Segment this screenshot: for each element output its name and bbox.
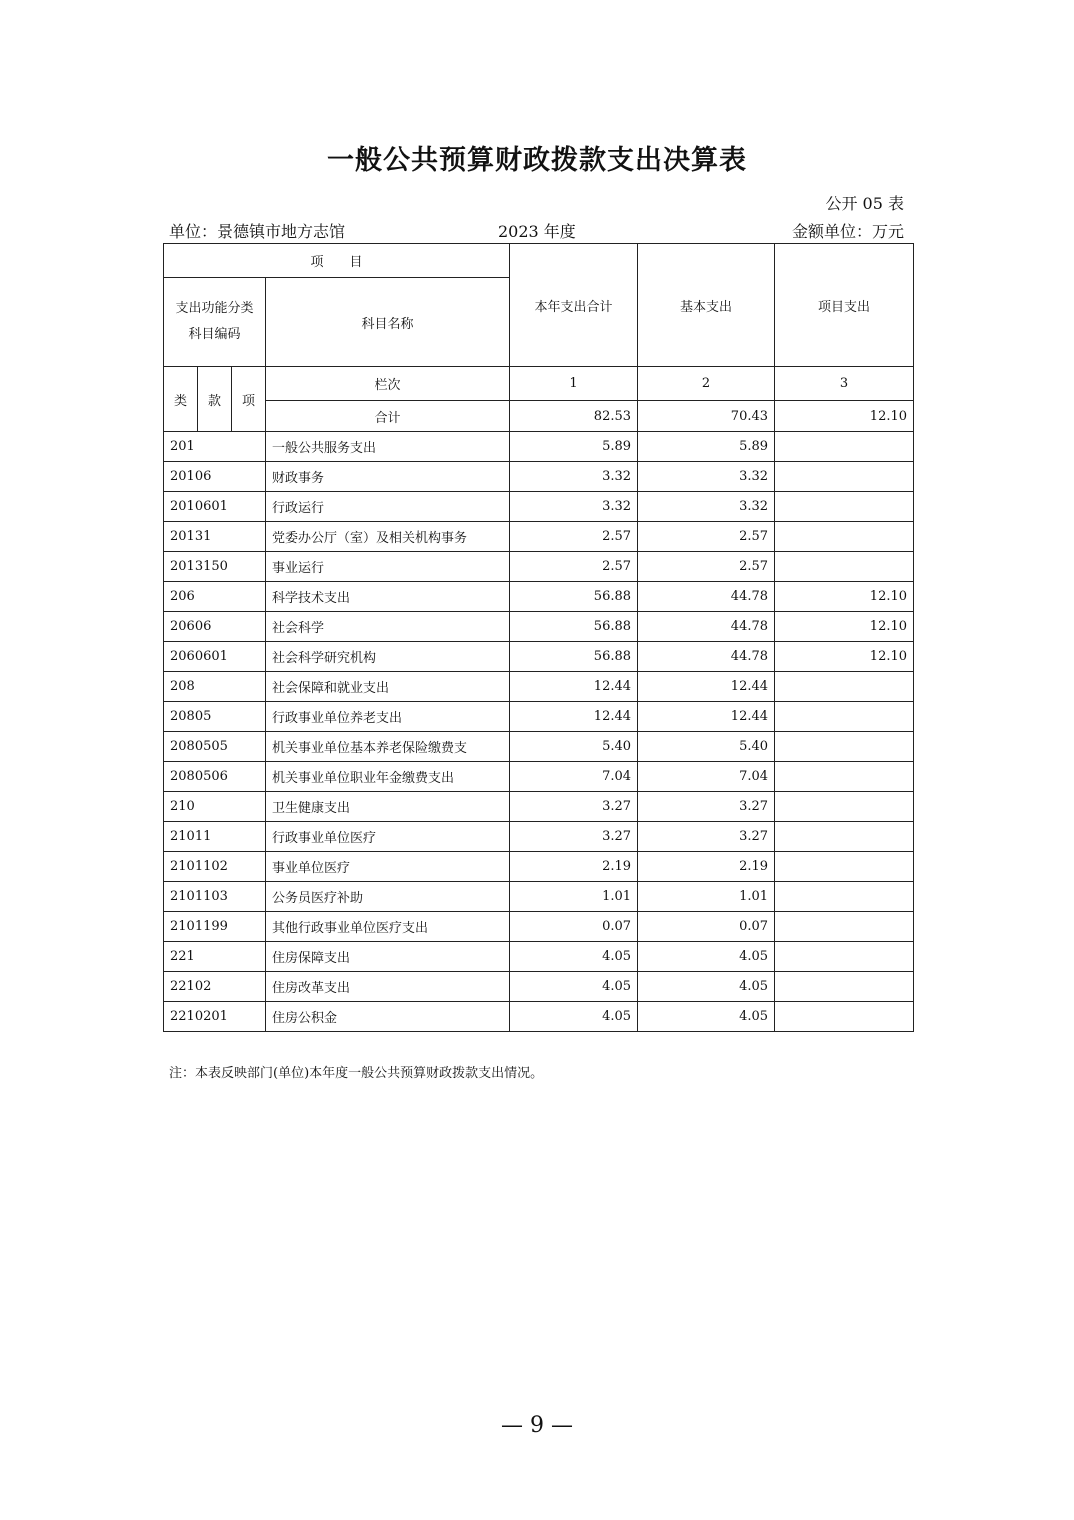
- row-code: 2080505: [164, 732, 266, 762]
- row-basic: 3.32: [638, 492, 775, 522]
- row-basic: 1.01: [638, 882, 775, 912]
- document-title: 一般公共预算财政拨款支出决算表: [327, 145, 747, 176]
- row-total: 4.05: [510, 1002, 638, 1032]
- row-basic: 12.44: [638, 702, 775, 732]
- row-total: 56.88: [510, 612, 638, 642]
- row-subject-name: 社会保障和就业支出: [266, 672, 510, 702]
- row-total: 3.32: [510, 492, 638, 522]
- row-total: 7.04: [510, 762, 638, 792]
- row-basic: 2.19: [638, 852, 775, 882]
- row-subject-name: 公务员医疗补助: [266, 882, 510, 912]
- row-subject-name: 住房改革支出: [266, 972, 510, 1002]
- row-total: 1.01: [510, 882, 638, 912]
- row-code: 206: [164, 582, 266, 612]
- row-code: 21011: [164, 822, 266, 852]
- row-code: 2013150: [164, 552, 266, 582]
- row-project: [775, 432, 914, 462]
- row-code: 208: [164, 672, 266, 702]
- row-total: 2.57: [510, 552, 638, 582]
- page-number: — 9 —: [501, 1413, 573, 1438]
- row-basic: 44.78: [638, 582, 775, 612]
- header-xiang: 项: [232, 367, 266, 432]
- row-code: 2210201: [164, 1002, 266, 1032]
- sum-basic: 70.43: [638, 401, 775, 432]
- row-code: 20606: [164, 612, 266, 642]
- table-row: [164, 1002, 914, 1032]
- row-project: [775, 462, 914, 492]
- row-project: [775, 972, 914, 1002]
- row-project: [775, 732, 914, 762]
- row-subject-name: 科学技术支出: [266, 582, 510, 612]
- row-total: 2.19: [510, 852, 638, 882]
- row-subject-name: 其他行政事业单位医疗支出: [266, 912, 510, 942]
- unit-label: 单位：景德镇市地方志馆: [169, 222, 346, 241]
- sum-label: 合计: [266, 401, 510, 432]
- row-code: 2060601: [164, 642, 266, 672]
- table-row: [164, 612, 914, 642]
- row-project: 12.10: [775, 642, 914, 672]
- row-basic: 12.44: [638, 672, 775, 702]
- row-subject-name: 机关事业单位基本养老保险缴费支: [266, 732, 510, 762]
- row-code: 2101102: [164, 852, 266, 882]
- header-lanci: 栏次: [266, 367, 510, 401]
- row-subject-name: 住房保障支出: [266, 942, 510, 972]
- row-total: 12.44: [510, 702, 638, 732]
- header-total-column: 本年支出合计: [510, 244, 638, 367]
- table-row: [164, 822, 914, 852]
- row-code: 20805: [164, 702, 266, 732]
- row-project: [775, 942, 914, 972]
- header-col3: 3: [775, 367, 914, 401]
- row-project: [775, 522, 914, 552]
- row-subject-name: 社会科学: [266, 612, 510, 642]
- row-project: [775, 852, 914, 882]
- row-subject-name: 事业单位医疗: [266, 852, 510, 882]
- table-row: [164, 732, 914, 762]
- row-total: 5.40: [510, 732, 638, 762]
- row-code: 221: [164, 942, 266, 972]
- row-subject-name: 财政事务: [266, 462, 510, 492]
- row-basic: 3.32: [638, 462, 775, 492]
- row-basic: 44.78: [638, 642, 775, 672]
- table-row: [164, 912, 914, 942]
- table-row: [164, 672, 914, 702]
- row-total: 3.27: [510, 822, 638, 852]
- table-row: [164, 792, 914, 822]
- form-number: 公开 05 表: [825, 194, 904, 213]
- sum-total: 82.53: [510, 401, 638, 432]
- table-row: [164, 702, 914, 732]
- fiscal-year: 2023 年度: [498, 222, 576, 241]
- table-row: [164, 432, 914, 462]
- row-total: 56.88: [510, 582, 638, 612]
- table-row: [164, 852, 914, 882]
- table-row: [164, 522, 914, 552]
- row-subject-name: 行政运行: [266, 492, 510, 522]
- header-item: 项 目: [164, 244, 510, 278]
- expenditure-table: [163, 243, 914, 1032]
- table-row: [164, 642, 914, 672]
- money-unit-label: 金额单位：万元: [791, 222, 904, 241]
- row-subject-name: 党委办公厅（室）及相关机构事务: [266, 522, 510, 552]
- row-subject-name: 一般公共服务支出: [266, 432, 510, 462]
- table-row: [164, 942, 914, 972]
- row-project: [775, 1002, 914, 1032]
- row-subject-name: 卫生健康支出: [266, 792, 510, 822]
- row-project: [775, 822, 914, 852]
- row-basic: 7.04: [638, 762, 775, 792]
- row-basic: 3.27: [638, 822, 775, 852]
- header-col1: 1: [510, 367, 638, 401]
- row-subject-name: 机关事业单位职业年金缴费支出: [266, 762, 510, 792]
- row-subject-name: 行政事业单位医疗: [266, 822, 510, 852]
- row-subject-name: 事业运行: [266, 552, 510, 582]
- header-code: [164, 278, 266, 367]
- header-basic-column: 基本支出: [638, 244, 775, 367]
- row-project: [775, 882, 914, 912]
- header-code-line2: 科目编码: [188, 327, 241, 342]
- header-kuan: 款: [198, 367, 232, 432]
- row-basic: 2.57: [638, 552, 775, 582]
- row-total: 2.57: [510, 522, 638, 552]
- row-total: 56.88: [510, 642, 638, 672]
- row-basic: 2.57: [638, 522, 775, 552]
- row-code: 20106: [164, 462, 266, 492]
- row-code: 2010601: [164, 492, 266, 522]
- row-code: 210: [164, 792, 266, 822]
- row-code: 2101199: [164, 912, 266, 942]
- row-basic: 4.05: [638, 942, 775, 972]
- row-basic: 0.07: [638, 912, 775, 942]
- row-subject-name: 行政事业单位养老支出: [266, 702, 510, 732]
- row-basic: 4.05: [638, 972, 775, 1002]
- row-code: 2101103: [164, 882, 266, 912]
- row-subject-name: 社会科学研究机构: [266, 642, 510, 672]
- sum-project: 12.10: [775, 401, 914, 432]
- row-code: 201: [164, 432, 266, 462]
- header-project-column: 项目支出: [775, 244, 914, 367]
- table-row: [164, 462, 914, 492]
- row-project: 12.10: [775, 582, 914, 612]
- row-basic: 3.27: [638, 792, 775, 822]
- table-row: [164, 492, 914, 522]
- row-total: 12.44: [510, 672, 638, 702]
- row-total: 4.05: [510, 942, 638, 972]
- row-project: [775, 762, 914, 792]
- row-project: [775, 702, 914, 732]
- table-row: [164, 762, 914, 792]
- row-total: 5.89: [510, 432, 638, 462]
- header-code-line1: 支出功能分类: [175, 301, 254, 316]
- row-project: [775, 492, 914, 522]
- row-total: 0.07: [510, 912, 638, 942]
- header-col2: 2: [638, 367, 775, 401]
- row-project: [775, 792, 914, 822]
- row-total: 3.27: [510, 792, 638, 822]
- header-subject-name: 科目名称: [266, 278, 510, 367]
- row-basic: 44.78: [638, 612, 775, 642]
- row-project: [775, 672, 914, 702]
- row-total: 3.32: [510, 462, 638, 492]
- table-row: [164, 972, 914, 1002]
- row-project: [775, 552, 914, 582]
- row-total: 4.05: [510, 972, 638, 1002]
- table-row: [164, 552, 914, 582]
- row-basic: 5.89: [638, 432, 775, 462]
- row-project: 12.10: [775, 612, 914, 642]
- row-code: 20131: [164, 522, 266, 552]
- header-lei: 类: [164, 367, 198, 432]
- row-code: 22102: [164, 972, 266, 1002]
- row-project: [775, 912, 914, 942]
- table-row: [164, 882, 914, 912]
- row-basic: 5.40: [638, 732, 775, 762]
- row-subject-name: 住房公积金: [266, 1002, 510, 1032]
- row-basic: 4.05: [638, 1002, 775, 1032]
- row-code: 2080506: [164, 762, 266, 792]
- table-row: [164, 582, 914, 612]
- table-note: 注：本表反映部门(单位)本年度一般公共预算财政拨款支出情况。: [169, 1066, 544, 1081]
